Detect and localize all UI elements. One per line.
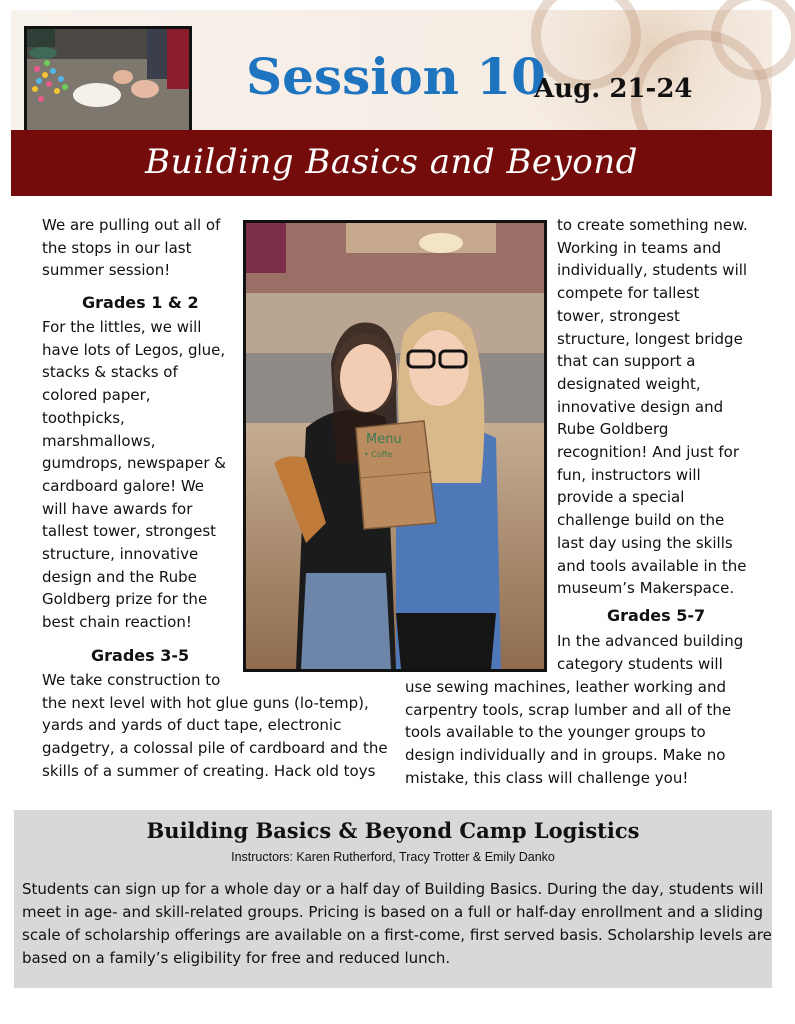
- title-banner: [11, 130, 772, 196]
- intro-paragraph: We are pulling out all of the stops in our last summer session!: [42, 216, 221, 280]
- grades-5-7-paragraph-a: In the advanced building category students will: [557, 632, 744, 673]
- craft-table-photo: [24, 26, 192, 138]
- right-column-paragraph: to create something new. Working in teams and individually, students will compete for tallest tower, strongest structure, longest bridge that can support a designated weight, innovative design and Rube Goldberg recognition! And just for fun, instructors will provide a special challenge build on the last day using the skills and tools available in the museum’s Makerspace.: [557, 216, 748, 598]
- banner-title: Building Basics and Beyond: [145, 142, 638, 182]
- logistics-instructors: Instructors: Karen Rutherford, Tracy Trotter & Emily Danko: [231, 850, 555, 864]
- sign-subtext: • Coffe: [364, 450, 393, 459]
- sign-text: Menu: [366, 432, 402, 447]
- logistics-box: [14, 810, 772, 988]
- grades-1-2-paragraph: For the littles, we will have lots of Legos, glue, stacks & stacks of colored paper, toothpicks, marshmallows, gumdrops, newspaper & cardboard galore! We will have awards for tallest tower, strongest structure, innovative design and the Rube Goldberg prize for the best chain reaction!: [42, 318, 226, 632]
- logistics-paragraph: Students can sign up for a whole day or a half day of Building Basics. During the day, students will meet in age- and skill-related groups. Pricing is based on a full or half-day enrollment and a sliding scale of scholarship offerings are available on a first-come, first served basis. Scholarship levels are based on a family’s eligibility for free and reduced lunch.: [22, 880, 772, 967]
- grades-1-2-heading: Grades 1 & 2: [82, 293, 199, 312]
- grades-5-7-heading: Grades 5-7: [607, 606, 706, 625]
- students-photo: [243, 220, 547, 672]
- grades-5-7-paragraph-b: use sewing machines, leather working and carpentry tools, scrap lumber and all of the tools available to the younger groups to design individually and in groups. Make no mistake, this class will challenge you!: [405, 678, 732, 787]
- craft-table-illustration: [27, 29, 189, 135]
- logistics-title: Building Basics & Beyond Camp Logistics: [146, 818, 640, 843]
- grades-3-5-heading: Grades 3-5: [91, 646, 190, 665]
- students-illustration: [246, 223, 544, 669]
- session-date: Aug. 21-24: [534, 74, 693, 104]
- session-title: Session 10: [246, 47, 546, 106]
- grades-3-5-paragraph: We take construction to the next level with hot glue guns (lo-temp), yards and yards of duct tape, electronic gadgetry, a colossal pile of cardboard and the skills of a summer of creating. Hack old toys: [42, 671, 388, 780]
